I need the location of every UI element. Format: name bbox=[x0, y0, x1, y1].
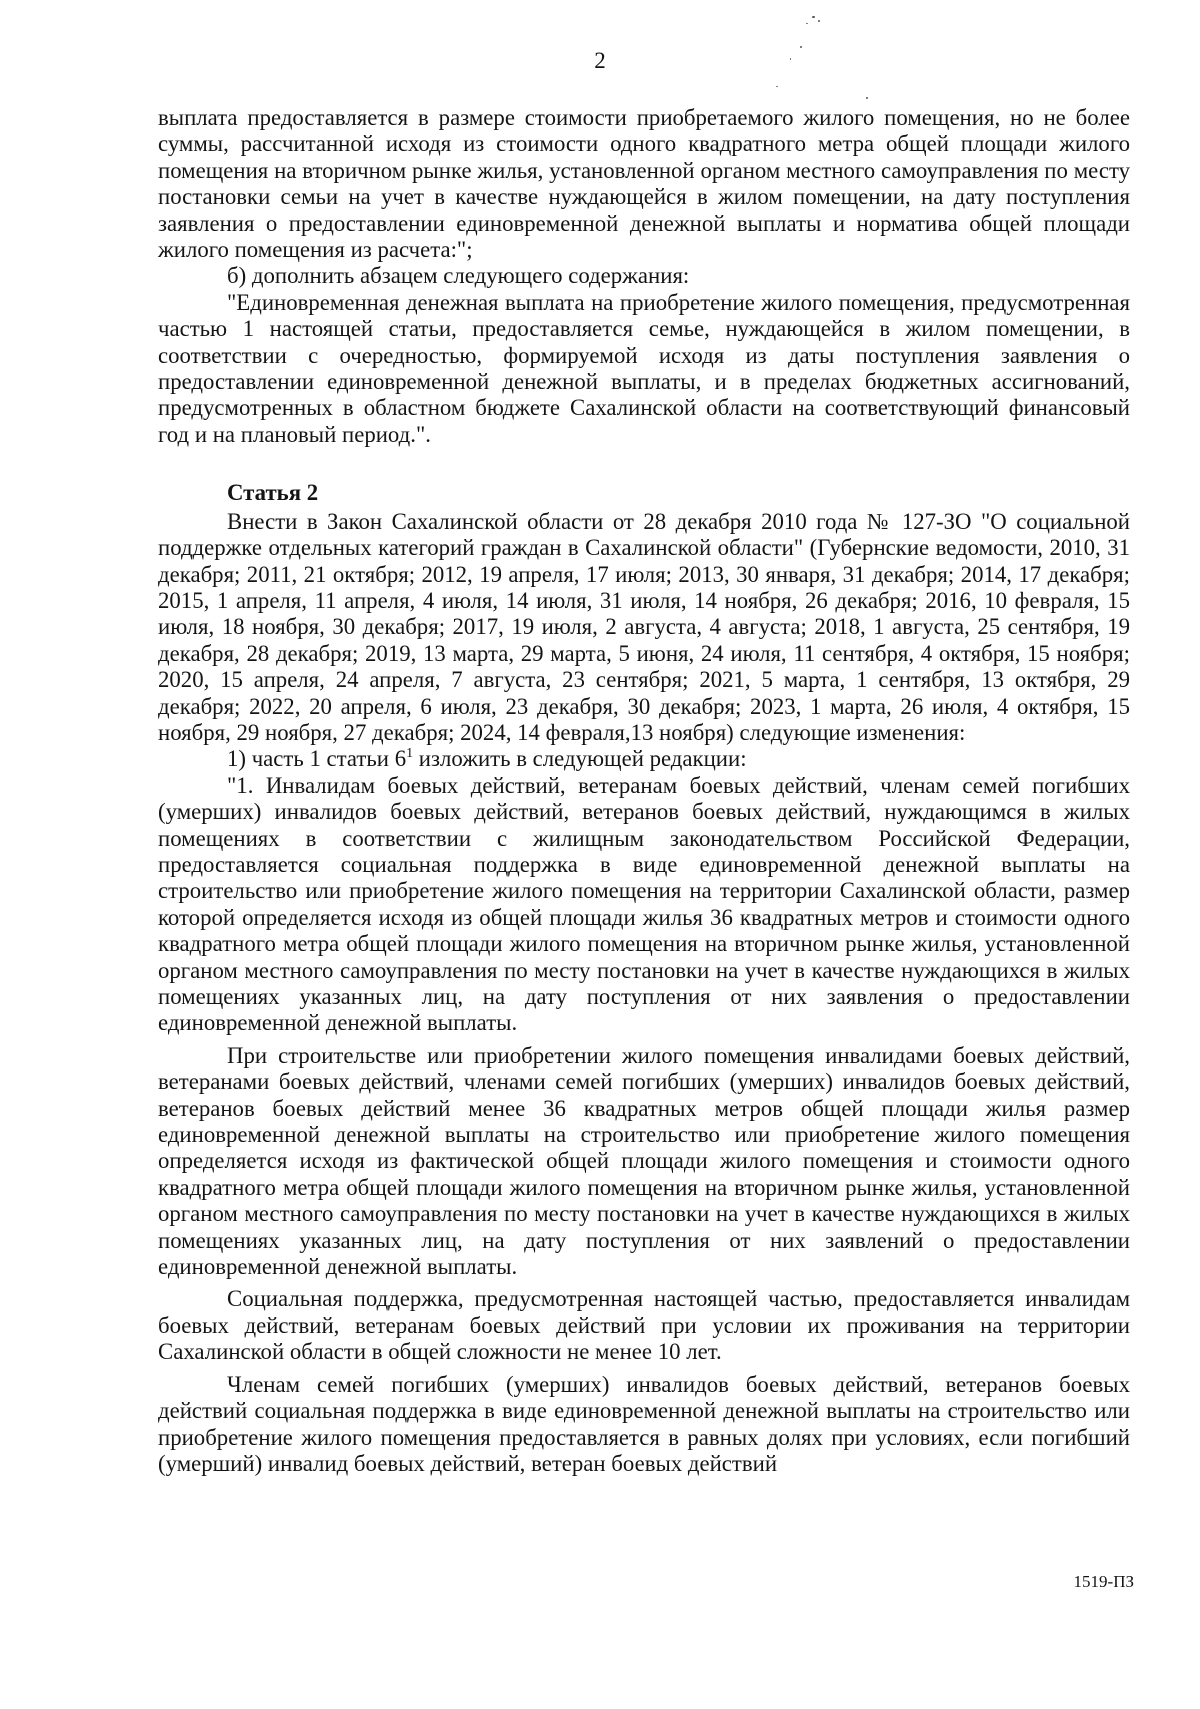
paragraph-residence-condition: Социальная поддержка, предусмотренная настоящей частью, предоставляется инвалидам боевых действий, ветеранам боевых действий при условии их проживания на территории Сахалинской области в общей сложности не менее 10 лет. bbox=[158, 1286, 1130, 1365]
part-1-text-after: изложить в следующей редакции: bbox=[413, 746, 747, 772]
paragraph-amendment-b: б) дополнить абзацем следующего содержания: bbox=[227, 263, 690, 289]
paragraph-family-members: Членам семей погибших (умерших) инвалидов боевых действий, ветеранов боевых действий социальная поддержка в виде единовременной денежной выплаты на строительство или приобретение жилого помещения предоставляется в равных долях при условиях, если погибший (умерший) инвалид боевых действий, ветеран боевых действий bbox=[158, 1371, 1130, 1476]
paragraph-less-than-36: При строительстве или приобретении жилого помещения инвалидами боевых действий, ветеранами боевых действий, членами семей погибших (умерших) инвалидов боевых действий, ветеранов боевых действий менее 36 квадратных метров общей площади жилья размер единовременной денежной выплаты на строительство или приобретение жилого помещения определяется исходя из фактической общей площади жилого помещения и стоимости одного квадратного метра общей площади жилого помещения на вторичном рынке жилья, установленной органом местного самоуправления по месту постановки на учет в качестве нуждающихся в жилых помещениях указанных лиц, на дату поступления от них заявлений о предоставлении единовременной денежной выплаты. bbox=[158, 1042, 1130, 1280]
scan-speck bbox=[818, 20, 820, 22]
article-2-title: Статья 2 bbox=[227, 480, 319, 506]
document-body bbox=[158, 105, 1130, 1477]
scan-speck bbox=[812, 16, 815, 18]
scan-speck bbox=[776, 86, 778, 87]
part-1-text-before: 1) часть 1 статьи 6 bbox=[227, 746, 407, 772]
paragraph-quoted-addition: "Единовременная денежная выплата на приобретение жилого помещения, предусмотренная частью 1 настоящей статьи, предоставляется семье, нуждающейся в жилом помещении, в соответствии с очередностью, формируемой исходя из даты поступления заявления о предоставлении единовременной денежной выплаты, и в пределах бюджетных ассигнований, предусмотренных в областном бюджете Сахалинской области на соответствующий финансовый год и на плановый период.". bbox=[158, 289, 1130, 447]
paragraph-new-part-1: "1. Инвалидам боевых действий, ветеранам боевых действий, членам семей погибших (умерших) инвалидов боевых действий, ветеранов боевых действий, нуждающимся в жилых помещениях в соответствии с жилищным законодательством Российской Федерации, предоставляется социальная поддержка в виде единовременной денежной выплаты на строительство или приобретение жилого помещения на территории Сахалинской области, размер которой определяется исходя из общей площади жилья 36 квадратных метров и стоимости одного квадратного метра общей площади жилого помещения на вторичном рынке жилья, установленной органом местного самоуправления по месту постановки на учет в качестве нуждающихся в жилых помещениях указанных лиц, на дату поступления от них заявления о предоставлении единовременной денежной выплаты. bbox=[158, 772, 1130, 1036]
paragraph-amend-law: Внести в Закон Сахалинской области от 28 декабря 2010 года № 127-ЗО "О социальной поддержке отдельных категорий граждан в Сахалинской области" (Губернские ведомости, 2010, 31 декабря; 2011, 21 октября; 2012, 19 апреля, 17 июля; 2013, 30 января, 31 декабря; 2014, 17 декабря; 2015, 1 апреля, 11 апреля, 4 июля, 14 июля, 31 июля, 14 ноября, 26 декабря; 2016, 10 февраля, 15 июля, 18 ноября, 30 декабря; 2017, 19 июля, 2 августа, 4 августа; 2018, 1 августа, 25 сентября, 19 декабря, 28 декабря; 2019, 13 марта, 29 марта, 5 июня, 24 июля, 11 сентября, 4 октября, 15 ноября; 2020, 15 апреля, 24 апреля, 7 августа, 23 сентября; 2021, 5 марта, 1 сентября, 13 октября, 29 декабря; 2022, 20 апреля, 6 июля, 23 декабря, 30 декабря; 2023, 1 марта, 26 июля, 4 октября, 15 ноября, 29 ноября, 27 декабря; 2024, 14 февраля,13 ноября) следующие изменения: bbox=[158, 508, 1130, 745]
article-superscript: 1 bbox=[406, 746, 414, 762]
paragraph-part-1-article bbox=[158, 746, 1130, 772]
document-code: 1519-ПЗ bbox=[1073, 1572, 1134, 1591]
paragraph-continuation: выплата предоставляется в размере стоимости приобретаемого жилого помещения, но не более суммы, рассчитанной исходя из стоимости одного квадратного метра общей площади жилого помещения на вторичном рынке жилья, установленной органом местного самоуправления по месту постановки семьи на учет в качестве нуждающейся в жилом помещении, на дату поступления заявления о предоставлении единовременной денежной выплаты и норматива общей площади жилого помещения из расчета:"; bbox=[158, 105, 1130, 263]
page-number: 2 bbox=[594, 48, 606, 73]
scan-speck bbox=[806, 23, 808, 24]
scan-speck bbox=[866, 97, 868, 99]
